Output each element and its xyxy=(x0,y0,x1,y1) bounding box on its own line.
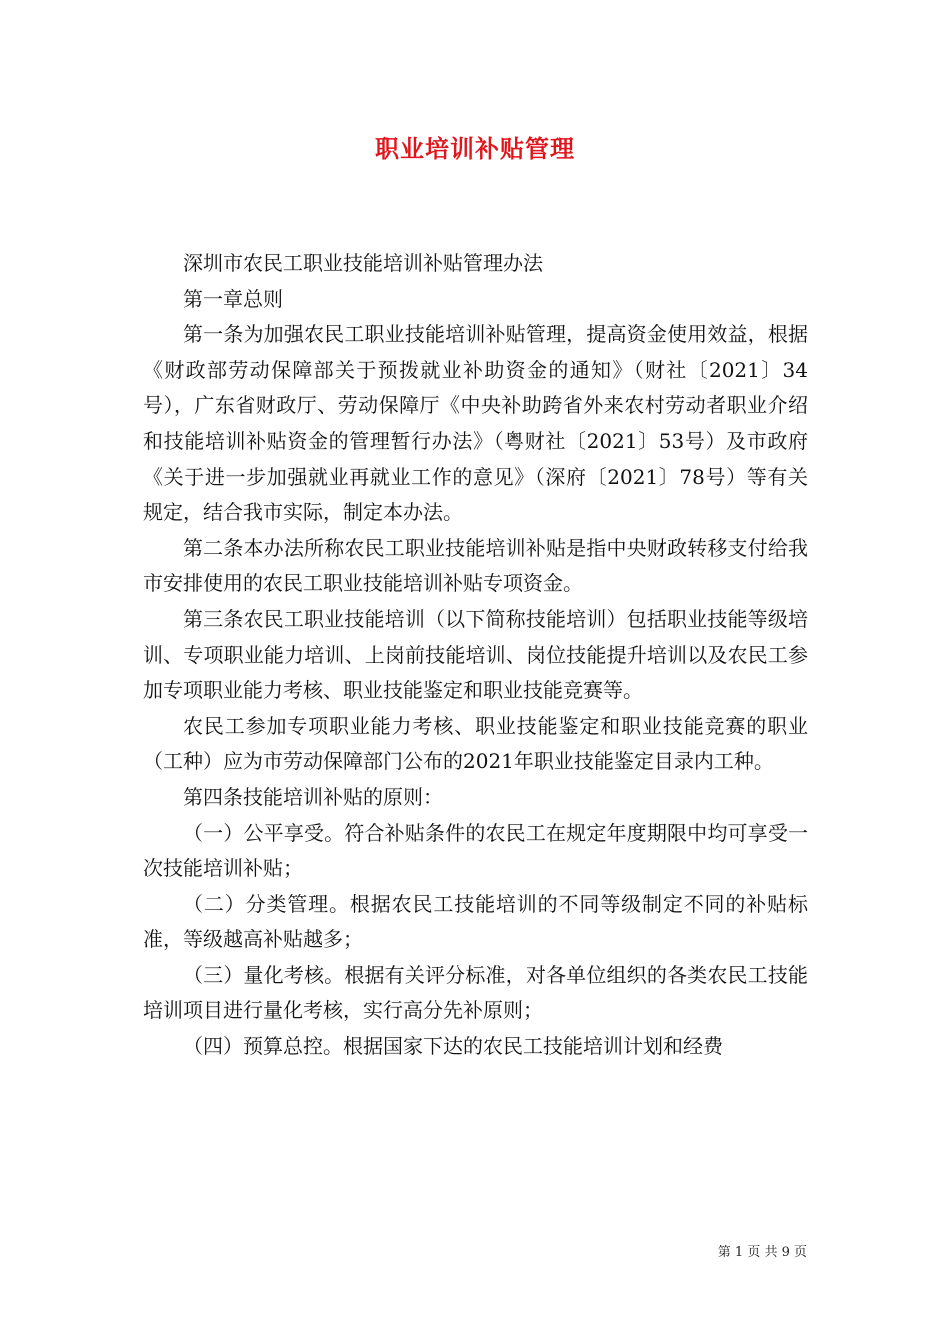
paragraph-chapter: 第一章总则 xyxy=(183,286,283,311)
paragraph-principle-1: （一）公平享受。符合补贴条件的农民工在规定年度期限中均可享受一次技能培训补贴； xyxy=(143,820,808,881)
document-body xyxy=(143,246,808,1065)
paragraph-principle-3: （三）量化考核。根据有关评分标准，对各单位组织的各类农民工技能培训项目进行量化考核，实行高分先补原则； xyxy=(143,962,808,1023)
paragraph-article-4: 第四条技能培训补贴的原则： xyxy=(183,784,443,809)
paragraph-article-1: 第一条为加强农民工职业技能培训补贴管理，提高资金使用效益，根据《财政部劳动保障部关于预拨就业补助资金的通知》（财社〔2021〕34号），广东省财政厅、劳动保障厅《中央补助跨省外来农村劳动者职业介绍和技能培训补贴资金的管理暂行办法》（粤财社〔2021〕53号）及市政府《关于进一步加强就业再就业工作的意见》（深府〔2021〕78号）等有关规定，结合我市实际，制定本办法。 xyxy=(143,322,808,525)
paragraph-principle-4: （四）预算总控。根据国家下达的农民工技能培训计划和经费 xyxy=(183,1034,723,1059)
document-title: 职业培训补贴管理 xyxy=(375,134,575,163)
paragraph-heading: 深圳市农民工职业技能培训补贴管理办法 xyxy=(183,251,543,275)
paragraph-article-2: 第二条本办法所称农民工职业技能培训补贴是指中央财政转移支付给我市安排使用的农民工职业技能培训补贴专项资金。 xyxy=(143,535,808,596)
paragraph-article-3: 第三条农民工职业技能培训（以下简称技能培训）包括职业技能等级培训、专项职业能力培训、上岗前技能培训、岗位技能提升培训以及农民工参加专项职业能力考核、职业技能鉴定和职业技能竞赛等。 xyxy=(143,606,808,703)
page-number: 第 1 页 共 9 页 xyxy=(717,1245,807,1260)
paragraph-principle-2: （二）分类管理。根据农民工技能培训的不同等级制定不同的补贴标准，等级越高补贴越多； xyxy=(143,891,808,952)
paragraph-article-3-note: 农民工参加专项职业能力考核、职业技能鉴定和职业技能竞赛的职业（工种）应为市劳动保障部门公布的2021年职业技能鉴定目录内工种。 xyxy=(143,713,808,774)
